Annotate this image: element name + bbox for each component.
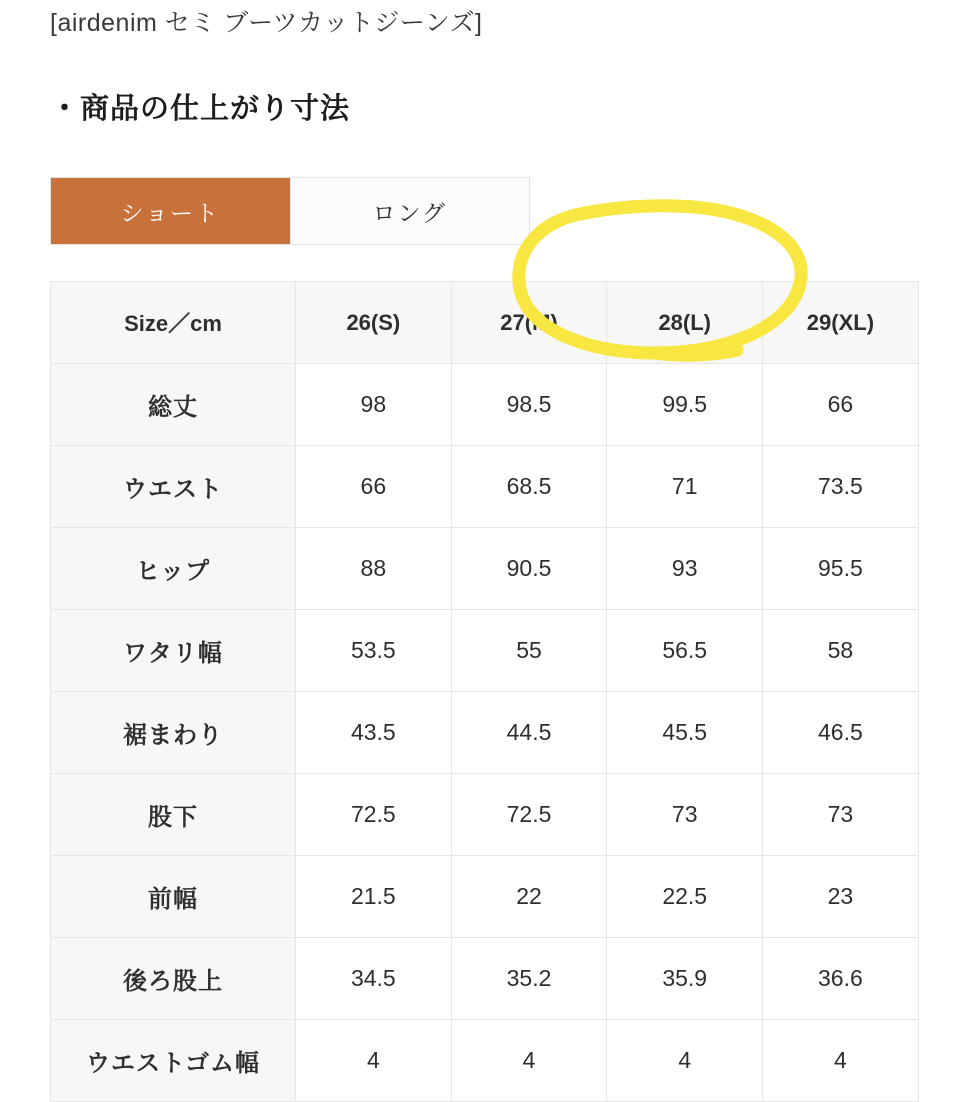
column-header-26s: 26(S) — [296, 282, 452, 364]
table-cell: 73 — [763, 774, 919, 856]
table-row — [51, 610, 919, 692]
row-label: ウエスト — [51, 446, 296, 528]
table-cell: 43.5 — [296, 692, 452, 774]
table-row — [51, 446, 919, 528]
table-row — [51, 938, 919, 1020]
row-label: ワタリ幅 — [51, 610, 296, 692]
table-cell: 73.5 — [763, 446, 919, 528]
table-cell: 23 — [763, 856, 919, 938]
row-label: ヒップ — [51, 528, 296, 610]
table-cell: 35.2 — [451, 938, 607, 1020]
row-label: 前幅 — [51, 856, 296, 938]
table-cell: 35.9 — [607, 938, 763, 1020]
table-cell: 98 — [296, 364, 452, 446]
table-row — [51, 856, 919, 938]
table-cell: 4 — [607, 1020, 763, 1102]
table-cell: 46.5 — [763, 692, 919, 774]
row-label: 裾まわり — [51, 692, 296, 774]
table-row — [51, 1020, 919, 1102]
table-cell: 45.5 — [607, 692, 763, 774]
table-cell: 56.5 — [607, 610, 763, 692]
row-label: 股下 — [51, 774, 296, 856]
row-label: 総丈 — [51, 364, 296, 446]
table-cell: 72.5 — [451, 774, 607, 856]
table-cell: 99.5 — [607, 364, 763, 446]
tab-short[interactable]: ショート — [51, 178, 290, 244]
table-row — [51, 692, 919, 774]
table-row — [51, 528, 919, 610]
product-name: [airdenim セミ ブーツカットジーンズ] — [50, 9, 483, 37]
table-cell: 22 — [451, 856, 607, 938]
table-cell: 71 — [607, 446, 763, 528]
table-row — [51, 364, 919, 446]
table-cell: 34.5 — [296, 938, 452, 1020]
table-cell: 66 — [763, 364, 919, 446]
column-header-28l: 28(L) — [607, 282, 763, 364]
table-cell: 73 — [607, 774, 763, 856]
table-cell: 66 — [296, 446, 452, 528]
table-cell: 55 — [451, 610, 607, 692]
table-cell: 53.5 — [296, 610, 452, 692]
table-row — [51, 774, 919, 856]
table-cell: 4 — [296, 1020, 452, 1102]
tab-long[interactable]: ロング — [290, 178, 530, 244]
table-cell: 44.5 — [451, 692, 607, 774]
table-cell: 58 — [763, 610, 919, 692]
column-header-size: Size／cm — [51, 282, 296, 364]
table-cell: 90.5 — [451, 528, 607, 610]
table-cell: 4 — [451, 1020, 607, 1102]
table-cell: 36.6 — [763, 938, 919, 1020]
column-header-27m: 27(M) — [451, 282, 607, 364]
table-cell: 21.5 — [296, 856, 452, 938]
row-label: ウエストゴム幅 — [51, 1020, 296, 1102]
table-header-row — [51, 282, 919, 364]
table-cell: 68.5 — [451, 446, 607, 528]
table-cell: 95.5 — [763, 528, 919, 610]
table-cell: 72.5 — [296, 774, 452, 856]
length-tabs — [50, 177, 530, 245]
table-cell: 22.5 — [607, 856, 763, 938]
row-label: 後ろ股上 — [51, 938, 296, 1020]
table-cell: 93 — [607, 528, 763, 610]
table-cell: 98.5 — [451, 364, 607, 446]
measurements-table — [50, 281, 919, 1102]
column-header-29xl: 29(XL) — [763, 282, 919, 364]
table-cell: 88 — [296, 528, 452, 610]
table-cell: 4 — [763, 1020, 919, 1102]
page-title: ・商品の仕上がり寸法 — [50, 93, 351, 125]
